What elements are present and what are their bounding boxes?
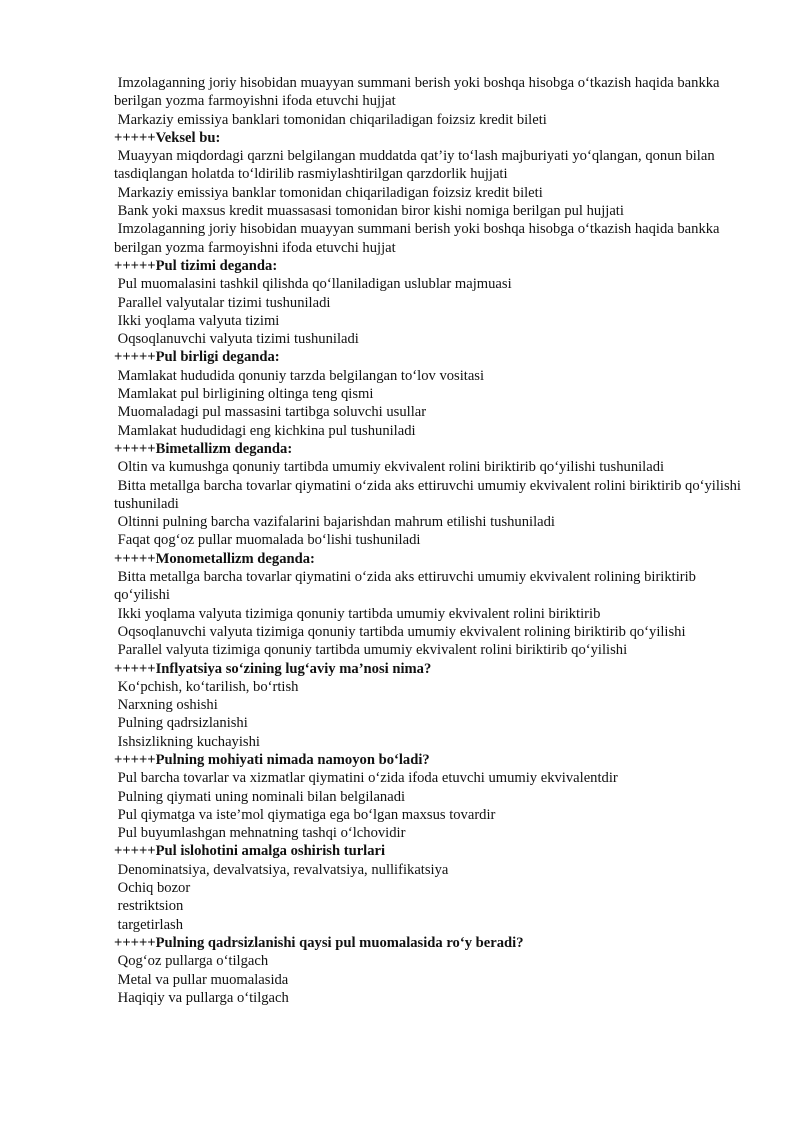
answer-option: Metal va pullar muomalasida [114,971,289,988]
answer-option: Faqat qog‘oz pullar muomalada bo‘lishi tushuniladi [114,532,421,549]
answer-option: Bitta metallga barcha tovarlar qiymatini o‘zida aks ettiruvchi umumiy ekvivalent rolini biriktirib qo‘yilishi tushuniladi [114,477,745,512]
answer-option: Parallel valyutalar tizimi tushuniladi [114,294,331,311]
question-heading: +++++Inflyatsiya so‘zining lug‘aviy ma’nosi nima? [114,660,432,677]
answer-option: Pul barcha tovarlar va xizmatlar qiymatini o‘zida ifoda etuvchi umumiy ekvivalentdir [114,770,618,787]
answer-option: Bank yoki maxsus kredit muassasasi tomonidan biror kishi nomiga berilgan pul hujjati [114,203,624,220]
question-heading: +++++Pulning mohiyati nimada namoyon bo‘ladi? [114,751,430,768]
answer-option: Ko‘pchish, ko‘tarilish, bo‘rtish [114,678,299,695]
answer-option: Narxning oshishi [114,697,218,714]
answer-option: Oqsoqlanuvchi valyuta tizimiga qonuniy tartibda umumiy ekvivalent rolining biriktirib qo‘yilishi [114,623,686,640]
answer-option: Pulning qadrsizlanishi [114,715,248,732]
answer-option: Ochiq bozor [114,880,191,897]
question-heading: +++++Pul tizimi deganda: [114,257,278,274]
question-heading: +++++Monometallizm deganda: [114,550,315,567]
answer-option: Imzolaganning joriy hisobidan muayyan summani berish yoki boshqa hisobga o‘tkazish haqida bankka berilgan yozma farmoyishni ifoda etuvchi hujjat [114,75,724,110]
question-heading: +++++Pul islohotini amalga oshirish turlari [114,843,386,860]
answer-option: Mamlakat hududidagi eng kichkina pul tushuniladi [114,422,416,439]
answer-option: Imzolaganning joriy hisobidan muayyan summani berish yoki boshqa hisobga o‘tkazish haqida bankka berilgan yozma farmoyishni ifoda etuvchi hujjat [114,221,724,256]
question-heading: +++++Pul birligi deganda: [114,349,280,366]
answer-option: Oqsoqlanuvchi valyuta tizimi tushuniladi [114,331,359,348]
answer-option: Oltinni pulning barcha vazifalarini bajarishdan mahrum etilishi tushuniladi [114,514,555,531]
document-page [114,74,744,1007]
question-heading: +++++Pulning qadrsizlanishi qaysi pul muomalasida ro‘y beradi? [114,934,524,951]
answer-option: Ikki yoqlama valyuta tizimiga qonuniy tartibda umumiy ekvivalent rolini biriktirib [114,605,601,622]
answer-option: Pulning qiymati uning nominali bilan belgilanadi [114,788,406,805]
answer-option: Pul qiymatga va iste’mol qiymatiga ega bo‘lgan maxsus tovardir [114,806,496,823]
answer-option: Ishsizlikning kuchayishi [114,733,260,750]
answer-option: restriktsion [114,898,184,915]
answer-option: Muomaladagi pul massasini tartibga soluvchi usullar [114,404,427,421]
answer-option: Pul muomalasini tashkil qilishda qo‘llaniladigan uslublar majmuasi [114,276,512,293]
answer-option: Pul buyumlashgan mehnatning tashqi o‘lchovidir [114,825,406,842]
answer-option: Haqiqiy va pullarga o‘tilgach [114,989,289,1006]
answer-option: Ikki yoqlama valyuta tizimi [114,312,280,329]
question-heading: +++++Veksel bu: [114,129,221,146]
answer-option: Bitta metallga barcha tovarlar qiymatini o‘zida aks ettiruvchi umumiy ekvivalent rolining biriktirib qo‘yilishi [114,569,700,604]
answer-option: Denominatsiya, devalvatsiya, revalvatsiya, nullifikatsiya [114,861,449,878]
question-heading: +++++Bimetallizm deganda: [114,440,293,457]
answer-option: Markaziy emissiya banklar tomonidan chiqariladigan foizsiz kredit bileti [114,184,543,201]
answer-option: Mamlakat hududida qonuniy tarzda belgilangan to‘lov vositasi [114,367,485,384]
answer-option: Parallel valyuta tizimiga qonuniy tartibda umumiy ekvivalent rolini biriktirib qo‘yilishi [114,642,628,659]
answer-option: Oltin va kumushga qonuniy tartibda umumiy ekvivalent rolini biriktirib qo‘yilishi tushuniladi [114,459,665,476]
answer-option: Markaziy emissiya banklari tomonidan chiqariladigan foizsiz kredit bileti [114,111,547,128]
answer-option: Mamlakat pul birligining oltinga teng qismi [114,386,374,403]
answer-option: Muayyan miqdordagi qarzni belgilangan muddatda qat’iy to‘lash majburiyati yo‘qlangan, qonun bilan tasdiqlangan holatda to‘ldirilib rasmiylashtirilgan qarzdorlik hujjati [114,148,719,183]
answer-option: Qog‘oz pullarga o‘tilgach [114,953,269,970]
answer-option: targetirlash [114,916,184,933]
